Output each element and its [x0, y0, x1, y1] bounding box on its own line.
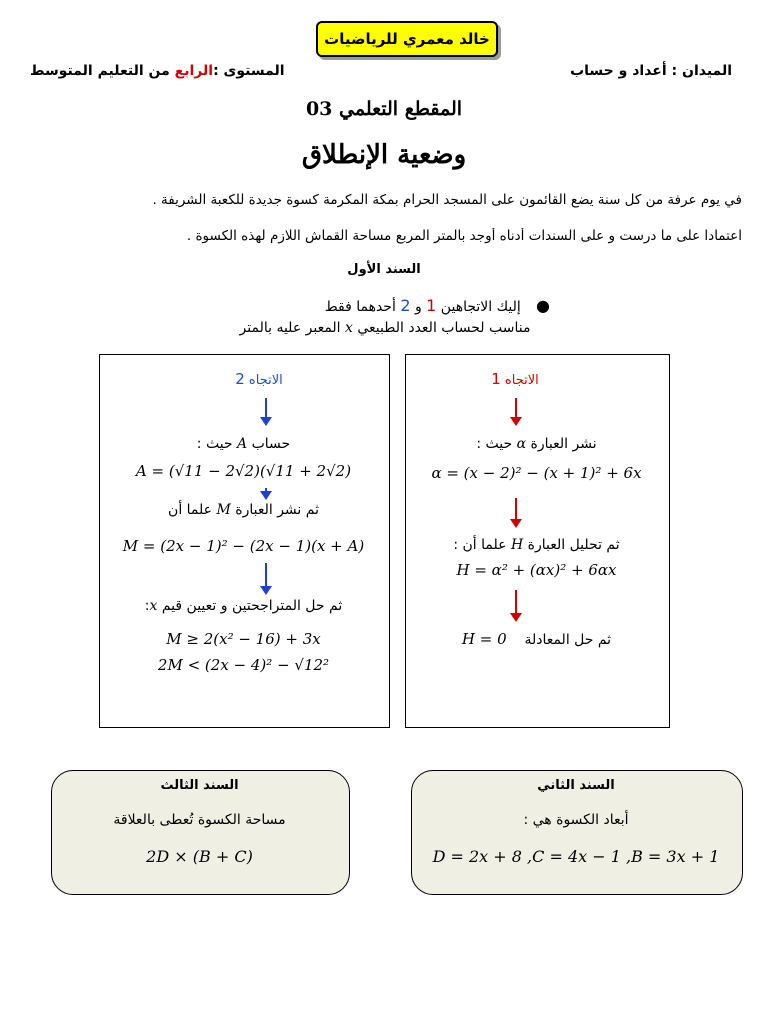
doc3-expr: 2D × (B + C): [146, 847, 253, 866]
direction-2-expr-4: 2M < (2x − 4)² − √12²: [157, 656, 330, 674]
arrow-down-icon: [515, 590, 517, 620]
doc1-line2: مناسب لحساب العدد الطبيعي x المعبر عليه بالمتر: [239, 320, 531, 336]
direction-1-expr-1: α = (x − 2)² − (x + 1)² + 6x: [431, 464, 642, 482]
bullet-dot: ●: [520, 296, 550, 315]
arrow-down-icon: [515, 398, 517, 424]
doc3-heading: السند الثالث: [160, 778, 239, 793]
doc3-text: مساحة الكسوة تُعطى بالعلاقة: [113, 812, 286, 828]
doc1-heading: السند الأول: [347, 262, 421, 277]
direction-2-expr-1: A = (√11 − 2√2)(√11 + 2√2): [135, 462, 352, 480]
direction-2-step-3: ثم حل المتراجحتين و تعيين قيم x:: [144, 598, 343, 614]
header-badge: [316, 21, 498, 57]
doc2-heading: السند الثاني: [537, 778, 615, 793]
intro-line-2: اعتمادا على ما درست و على السندات أدناه أوجد بالمتر المربع مساحة القماش اللازم لهذه الكسوة .: [186, 228, 742, 244]
badge-text: خالد معمري للرياضيات: [324, 30, 490, 48]
direction-2-expr-2: M = (2x − 1)² − (2x − 1)(x + A): [122, 537, 365, 555]
intro-line-1: في يوم عرفة من كل سنة يضع القائمون على المسجد الحرام بمكة المكرمة كسوة جديدة للكعبة الشريفة .: [152, 192, 742, 208]
situation-title: وضعية الإنطلاق: [301, 140, 467, 170]
segment-title: المقطع التعلمي 03: [305, 98, 463, 120]
field-label: الميدان : أعداد و حساب: [570, 63, 732, 79]
direction-1-step-3: H = 0 ثم حل المعادلة: [461, 630, 612, 648]
arrow-down-icon: [515, 498, 517, 526]
direction-2-expr-3: M ≥ 2(x² − 16) + 3x: [166, 630, 321, 648]
direction-1-step-1: نشر العبارة α حيث :: [476, 436, 597, 452]
level-label: المستوى :الرابع من التعليم المتوسط: [30, 63, 285, 79]
arrow-down-icon: [265, 398, 267, 424]
doc2-expr: D = 2x + 8 ,C = 4x − 1 ,B = 3x + 1: [432, 847, 720, 866]
direction-2-step-1: حساب A حيث :: [196, 436, 291, 452]
direction-2-title: الاتجاه 2: [235, 370, 283, 388]
direction-1-expr-2: H = α² + (αx)² + 6αx: [456, 561, 617, 579]
direction-2-step-2: ثم نشر العبارة M علما أن: [168, 502, 319, 518]
doc1-bullet: ● إليك الاتجاهين 1 و 2 أحدهما فقط: [324, 296, 550, 315]
arrow-down-icon: [265, 563, 267, 593]
level-highlight: الرابع: [174, 63, 214, 79]
direction-1-title: الاتجاه 1: [491, 370, 539, 388]
arrow-down-icon: [265, 488, 267, 498]
doc2-text: أبعاد الكسوة هي :: [523, 812, 629, 828]
direction-1-step-2: ثم تحليل العبارة H علما أن :: [453, 537, 620, 553]
